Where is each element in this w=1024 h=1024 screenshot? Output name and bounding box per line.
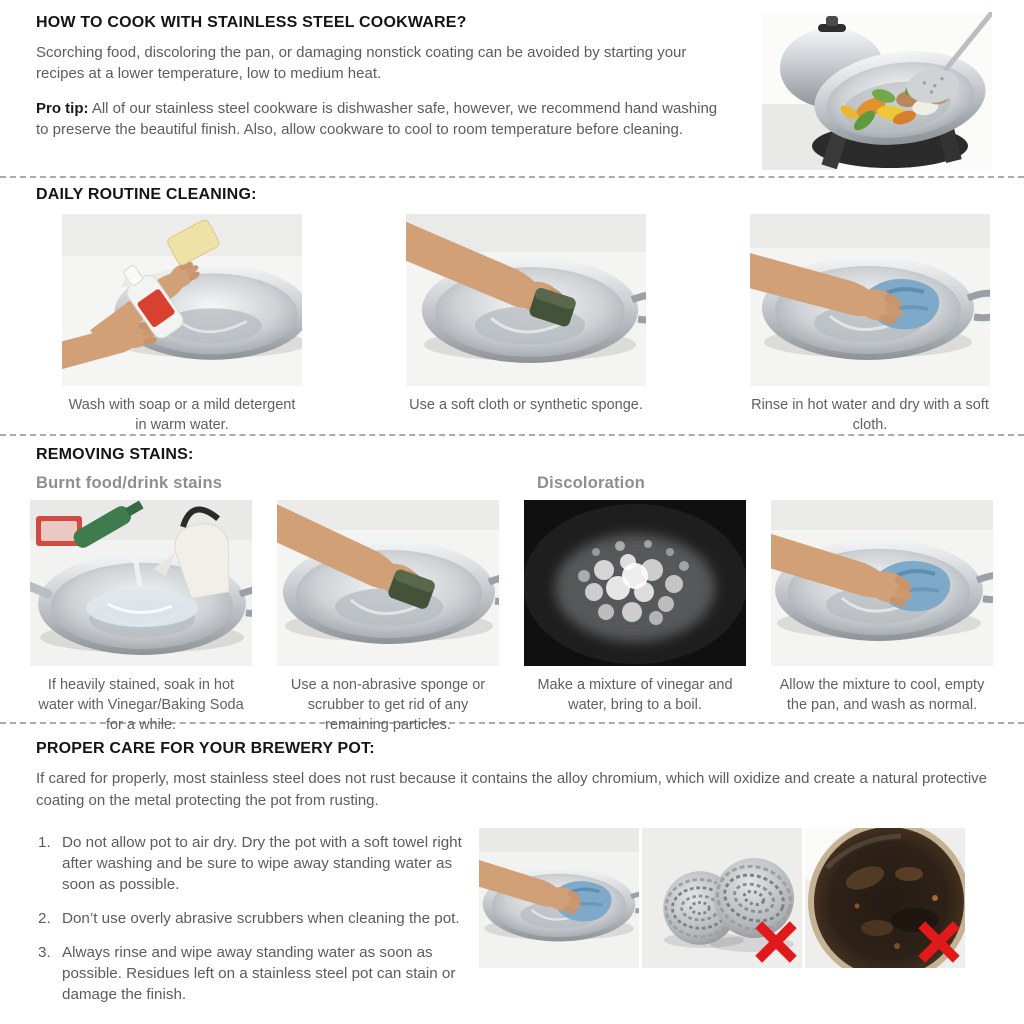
care-tip-item <box>38 908 479 929</box>
section-how-to-cook <box>0 0 1024 176</box>
red-x-icon <box>753 919 799 965</box>
hand-cloth-pan-photo <box>750 214 990 386</box>
stains-step-caption: If heavily stained, soak in hot water with Vinegar/Baking Soda for a while. <box>38 677 244 733</box>
boiling-water-pan-photo <box>524 500 746 666</box>
section-heading-stains: REMOVING STAINS: <box>36 446 194 463</box>
sublabel-burnt-stains: Burnt food/drink stains <box>36 474 223 492</box>
stains-step-figure <box>524 500 746 735</box>
care-tip-item <box>38 942 479 1005</box>
wok-stirfry-illustration <box>762 12 992 170</box>
cooking-text-block <box>36 14 726 154</box>
pro-tip-label: Pro tip: <box>36 100 89 117</box>
section-proper-care <box>0 724 1024 1018</box>
care-photos-row <box>479 828 965 968</box>
wok-stirfry-photo <box>762 12 992 170</box>
care-tip-text: Always rinse and wipe away standing water as soon as possible. Residues left on a stainless steel pot can stain or damage the finish. <box>62 944 456 1003</box>
stains-step-caption: Allow the mixture to cool, empty the pan, and wash as normal. <box>779 677 985 713</box>
hand-sponge-pan-photo <box>406 214 646 386</box>
stains-step-caption: Make a mixture of vinegar and water, bring to a boil. <box>537 677 733 713</box>
cooking-paragraph: Scorching food, discoloring the pan, or damaging nonstick coating can be avoided by starting your recipes at a lower temperature, low to medium heat. <box>36 44 687 82</box>
stains-step-figure <box>30 500 252 735</box>
daily-step-caption: Rinse in hot water and dry with a soft cloth. <box>751 397 989 433</box>
daily-step-caption: Use a soft cloth or synthetic sponge. <box>409 397 643 413</box>
daily-step-caption: Wash with soap or a mild detergent in warm water. <box>68 397 296 433</box>
pouring-vinegar-kettle-pan-photo <box>30 500 252 666</box>
list-number: 1. <box>38 834 51 851</box>
daily-step-figure <box>62 214 302 435</box>
section-heading-daily: DAILY ROUTINE CLEANING: <box>36 186 257 203</box>
daily-step-figure <box>406 214 646 435</box>
sublabel-discoloration: Discoloration <box>537 474 646 492</box>
hand-cloth-pan-photo <box>771 500 993 666</box>
care-bottom-row <box>36 828 992 1018</box>
stains-step-figure <box>277 500 499 735</box>
care-tip-item <box>38 832 479 895</box>
hand-cloth-pan-photo <box>479 828 639 968</box>
cooking-pro-tip <box>36 98 726 140</box>
stains-step-figure <box>771 500 993 735</box>
stains-steps-row <box>30 500 993 735</box>
section-heading-care: PROPER CARE FOR YOUR BREWERY POT: <box>36 740 375 757</box>
list-number: 2. <box>38 910 51 927</box>
steel-scrubbers-crossed-photo <box>642 828 802 968</box>
list-number: 3. <box>38 944 51 961</box>
care-intro-paragraph: If cared for properly, most stainless steel does not rust because it contains the alloy chromium, which will oxidize and create a natural protective coating on the metal protecting the pot from rusting. <box>36 770 988 809</box>
red-x-icon <box>916 919 962 965</box>
care-tips-list <box>38 832 479 1018</box>
stains-sublabels <box>30 474 993 500</box>
care-tip-text: Do not allow pot to air dry. Dry the pot with a soft towel right after washing and be sure to wipe away standing water as soon as possible. <box>62 834 462 893</box>
section-removing-stains <box>0 436 1024 733</box>
burnt-pan-crossed-photo <box>805 828 965 968</box>
section-heading-cooking: HOW TO COOK WITH STAINLESS STEEL COOKWARE? <box>36 14 467 31</box>
care-tip-text: Don’t use overly abrasive scrubbers when cleaning the pot. <box>62 910 460 927</box>
daily-steps-row <box>62 214 990 435</box>
section-daily-cleaning <box>0 178 1024 434</box>
daily-step-figure <box>750 214 990 435</box>
stains-step-caption: Use a non-abrasive sponge or scrubber to get rid of any remaining particles. <box>290 677 486 733</box>
spray-bottle-sponge-pan-photo <box>62 214 302 386</box>
pro-tip-text: All of our stainless steel cookware is dishwasher safe, however, we recommend hand washing to preserve the beautiful finish. Also, allow cookware to cool to room temperature before cleaning. <box>36 100 718 138</box>
hand-sponge-pan-photo <box>277 500 499 666</box>
